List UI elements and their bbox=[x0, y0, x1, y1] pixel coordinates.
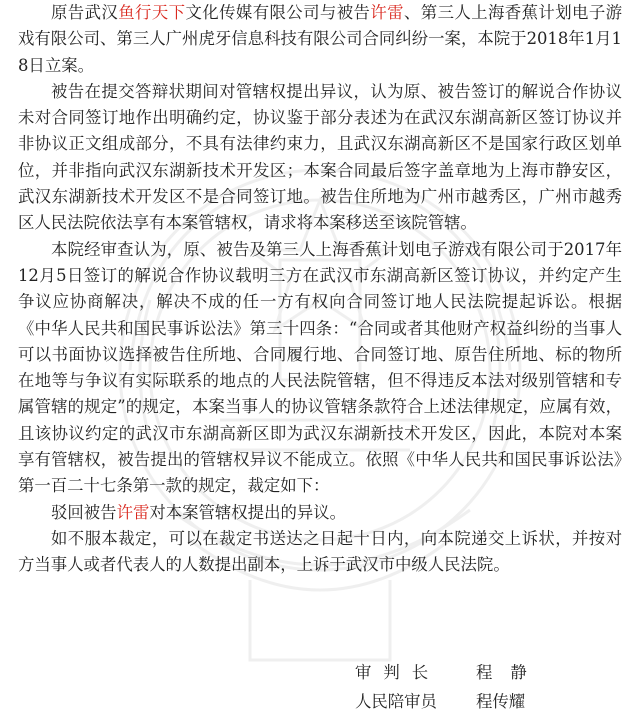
paragraph-text: 对本案管辖权提出的异议。 bbox=[149, 502, 347, 522]
document-paragraph bbox=[18, 0, 622, 79]
highlighted-name: 鱼行天下 bbox=[118, 3, 186, 22]
document-paragraph bbox=[18, 500, 622, 526]
paragraph-text: 文化传媒有限公司与被告 bbox=[185, 3, 371, 22]
document-paragraph bbox=[18, 79, 622, 237]
paragraph-text: 驳回被告 bbox=[51, 502, 117, 522]
signature-role: 审判长 bbox=[355, 663, 441, 682]
signature-role: 人民陪审员 bbox=[355, 692, 437, 711]
signature-name: 程传耀 bbox=[476, 692, 526, 711]
signature-name: 程静 bbox=[476, 663, 545, 682]
paragraph-text: 、第三人上海香蕉计划电子游戏有限公司、第三人广州虎牙信息科技有限公司合同纠纷一案，本院于2018年1月18日立案。 bbox=[18, 3, 623, 75]
highlighted-name: 许雷 bbox=[116, 502, 150, 522]
paragraph-text: 如不服本裁定，可以在裁定书送达之日起十日内，向本院递交上诉状，并按对方当事人或者代表人的人数提出副本，上诉于武汉市中级人民法院。 bbox=[18, 528, 622, 575]
document-body bbox=[18, 0, 622, 579]
highlighted-name: 许雷 bbox=[370, 3, 404, 22]
paragraph-text: 本院经审查认为，原、被告及第三人上海香蕉计划电子游戏有限公司于2017年12月5日签订的解说合作协议载明三方在武汉市东湖高新区签订协议，并约定产生争议应协商解决，解决不成的任一方有权向合同签订地人民法院提起诉讼。根据《中华人民共和国民事诉讼法》第三十四条：“合同或者其他财产权益纠纷的当事人可以书面协议选择被告住所地、合同履行地、合同签订地、原告住所地、标的物所在地等与争议有实际联系的地点的人民法院管辖，但不得违反本法对级别管辖和专属管辖的规定”的规定，本案当事人的协议管辖条款符合上述法律规定，应属有效，且该协议约定的武汉市东湖高新区即为武汉东湖新技术开发区，因此，本院对本案享有管辖权，被告提出的管辖权异议不能成立。依照《中华人民共和国民事诉讼法》第一百二十七条第一款的规定，裁定如下： bbox=[18, 239, 622, 496]
document-paragraph bbox=[18, 526, 622, 579]
paragraph-text: 原告武汉 bbox=[51, 3, 119, 22]
paragraph-text: 被告在提交答辩状期间对管辖权提出异议，认为原、被告签订的解说合作协议未对合同签订地作出明确约定，协议鉴于部分表述为在武汉东湖高新区签订协议并非协议正文组成部分，不具有法律约束力，且武汉东湖高新区不是国家行政区划单位，并非指向武汉东湖新技术开发区；本案合同最后签字盖章地为上海市静安区，武汉东湖新技术开发区不是合同签订地。被告住所地为广州市越秀区，广州市越秀区人民法院依法享有本案管辖权，请求将本案移送至该院管辖。 bbox=[18, 81, 622, 233]
document-paragraph bbox=[18, 237, 622, 500]
